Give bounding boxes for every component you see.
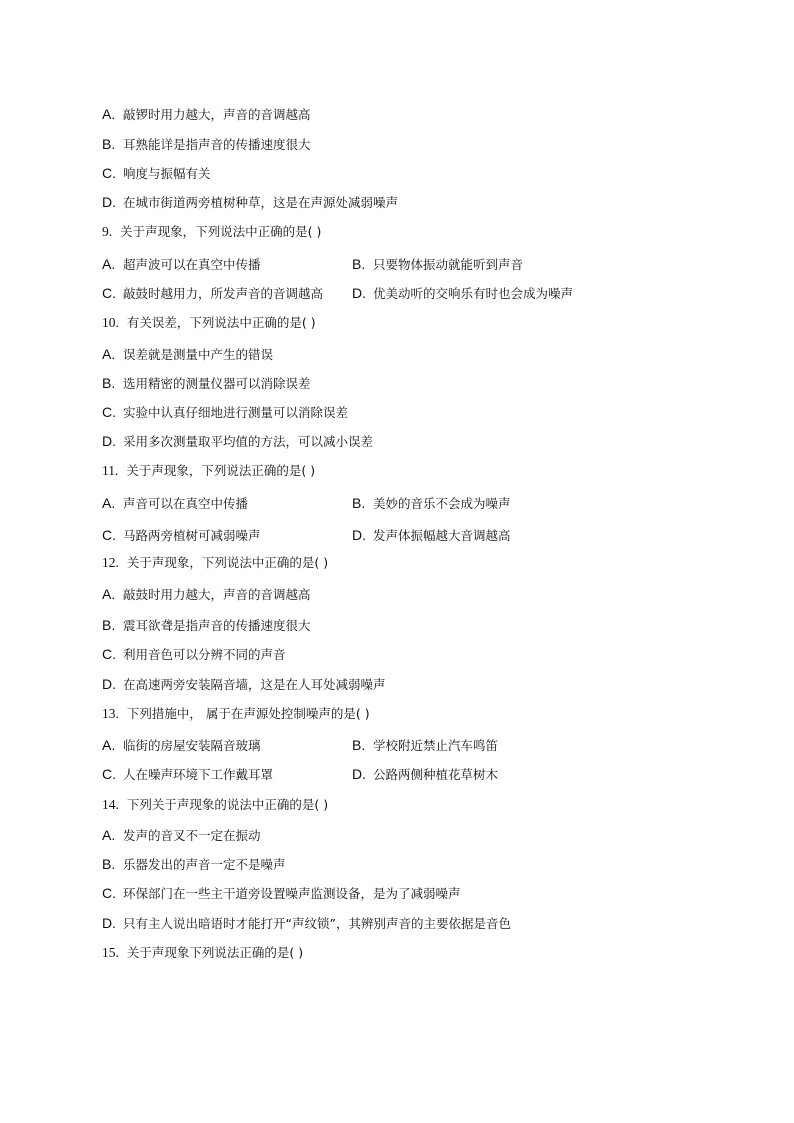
question-12-stem [102,555,328,571]
option-label: B. [102,136,116,152]
question-text: 关于声现象，下列说法中正确的是( ) [120,224,322,239]
option-text: 只有主人说出暗语时才能打开“声纹锁”，其辨别声音的主要依据是音色 [123,916,511,931]
option-text: 敲锣时用力越大，声音的音调越高 [123,107,311,122]
option-label: D. [352,285,366,301]
question-12-option-b [102,617,311,634]
question-text: 关于声现象，下列说法中正确的是( ) [126,555,329,570]
question-12-option-a [102,586,311,603]
option-text: 马路两旁植树可减弱噪声 [123,528,261,543]
option-label: D. [352,527,366,543]
question-14-option-b [102,856,286,873]
option-text: 学校附近禁止汽车鸣笛 [373,738,499,753]
option-text: 耳熟能详是指声音的传播速度很大 [123,137,311,152]
question-10-option-b [102,375,311,392]
option-text: 在城市街道两旁植树种草，这是在声源处减弱噪声 [123,195,399,210]
question-number: 12. [102,555,119,570]
question-11-option-a [102,495,248,512]
question-11-option-b [352,495,511,512]
option-text: 实验中认真仔细地进行测量可以消除误差 [123,405,349,420]
question-11-stem [102,463,315,479]
question-9-option-b [352,256,523,273]
option-label: C. [102,646,116,662]
question-12-option-d [102,676,386,693]
question-text: 下列关于声现象的说法中正确的是( ) [126,797,329,812]
question-number: 9. [102,224,113,239]
option-text: 在高速两旁安装隔音墙，这是在人耳处减弱噪声 [123,677,386,692]
option-text: 声音可以在真空中传播 [123,496,249,511]
option-text: 发声体振幅越大音调越高 [373,528,511,543]
option-text: 优美动听的交响乐有时也会成为噪声 [373,286,574,301]
question-text: 下列措施中， 属于在声源处控制噪声的是( ) [126,706,370,721]
option-label: C. [102,165,116,181]
option-label: C. [102,885,116,901]
option-text: 环保部门在一些主干道旁设置噪声监测设备，是为了减弱噪声 [123,886,461,901]
prev-question-option-a [102,106,311,123]
question-14-option-a [102,827,261,844]
question-text: 关于声现象下列说法正确的是( ) [126,945,304,960]
question-9-option-c [102,285,323,302]
option-text: 利用音色可以分辨不同的声音 [123,647,286,662]
option-text: 敲鼓时用力越大，声音的音调越高 [123,587,311,602]
question-10-stem [102,315,316,331]
question-9-option-d [352,285,573,302]
question-number: 10. [102,315,119,330]
option-label: B. [352,737,366,753]
option-label: D. [102,676,116,692]
option-text: 采用多次测量取平均值的方法，可以减小误差 [123,434,374,449]
option-text: 人在噪声环境下工作戴耳罩 [123,767,274,782]
option-label: C. [102,527,116,543]
question-14-option-c [102,885,461,902]
option-text: 公路两侧种植花草树木 [373,767,499,782]
option-label: C. [102,404,116,420]
option-text: 震耳欲聋是指声音的传播速度很大 [123,618,311,633]
question-number: 11. [102,463,119,478]
option-label: D. [102,194,116,210]
question-text: 有关误差，下列说法中正确的是( ) [126,315,316,330]
option-text: 乐器发出的声音一定不是噪声 [123,857,286,872]
option-text: 选用精密的测量仪器可以消除误差 [123,376,311,391]
option-text: 临街的房屋安装隔音玻璃 [123,738,261,753]
option-label: C. [102,766,116,782]
option-label: B. [102,617,116,633]
option-label: A. [102,256,116,272]
option-label: D. [102,433,116,449]
question-10-option-d [102,433,373,450]
question-11-option-d [352,527,511,544]
prev-question-option-b [102,136,311,153]
option-label: B. [102,856,116,872]
question-11-option-c [102,527,261,544]
option-label: A. [102,495,116,511]
option-label: A. [102,106,116,122]
option-label: A. [102,586,116,602]
question-9-stem [102,224,321,240]
option-label: B. [352,495,366,511]
option-text: 响度与振幅有关 [123,166,211,181]
question-15-stem [102,945,303,961]
option-label: A. [102,737,116,753]
option-label: B. [352,256,366,272]
question-13-option-a [102,737,261,754]
option-label: A. [102,346,116,362]
question-10-option-a [102,346,273,363]
option-text: 发声的音叉不一定在振动 [123,828,261,843]
question-text: 关于声现象，下列说法正确的是( ) [126,463,316,478]
option-label: B. [102,375,116,391]
option-text: 超声波可以在真空中传播 [123,257,261,272]
option-text: 误差就是测量中产生的错误 [123,347,274,362]
question-13-option-d [352,766,498,783]
option-text: 只要物体振动就能听到声音 [373,257,524,272]
prev-question-option-d [102,194,398,211]
question-10-option-c [102,404,348,421]
option-text: 敲鼓时越用力，所发声音的音调越高 [123,286,324,301]
question-number: 13. [102,706,119,721]
option-label: D. [102,915,116,931]
prev-question-option-c [102,165,211,182]
option-label: C. [102,285,116,301]
question-9-option-a [102,256,261,273]
question-number: 14. [102,797,119,812]
question-number: 15. [102,945,119,960]
question-12-option-c [102,646,286,663]
option-text: 美妙的音乐不会成为噪声 [373,496,511,511]
option-label: D. [352,766,366,782]
question-13-stem [102,706,370,722]
question-13-option-c [102,766,273,783]
question-14-option-d [102,915,511,932]
option-label: A. [102,827,116,843]
question-14-stem [102,797,328,813]
question-13-option-b [352,737,498,754]
